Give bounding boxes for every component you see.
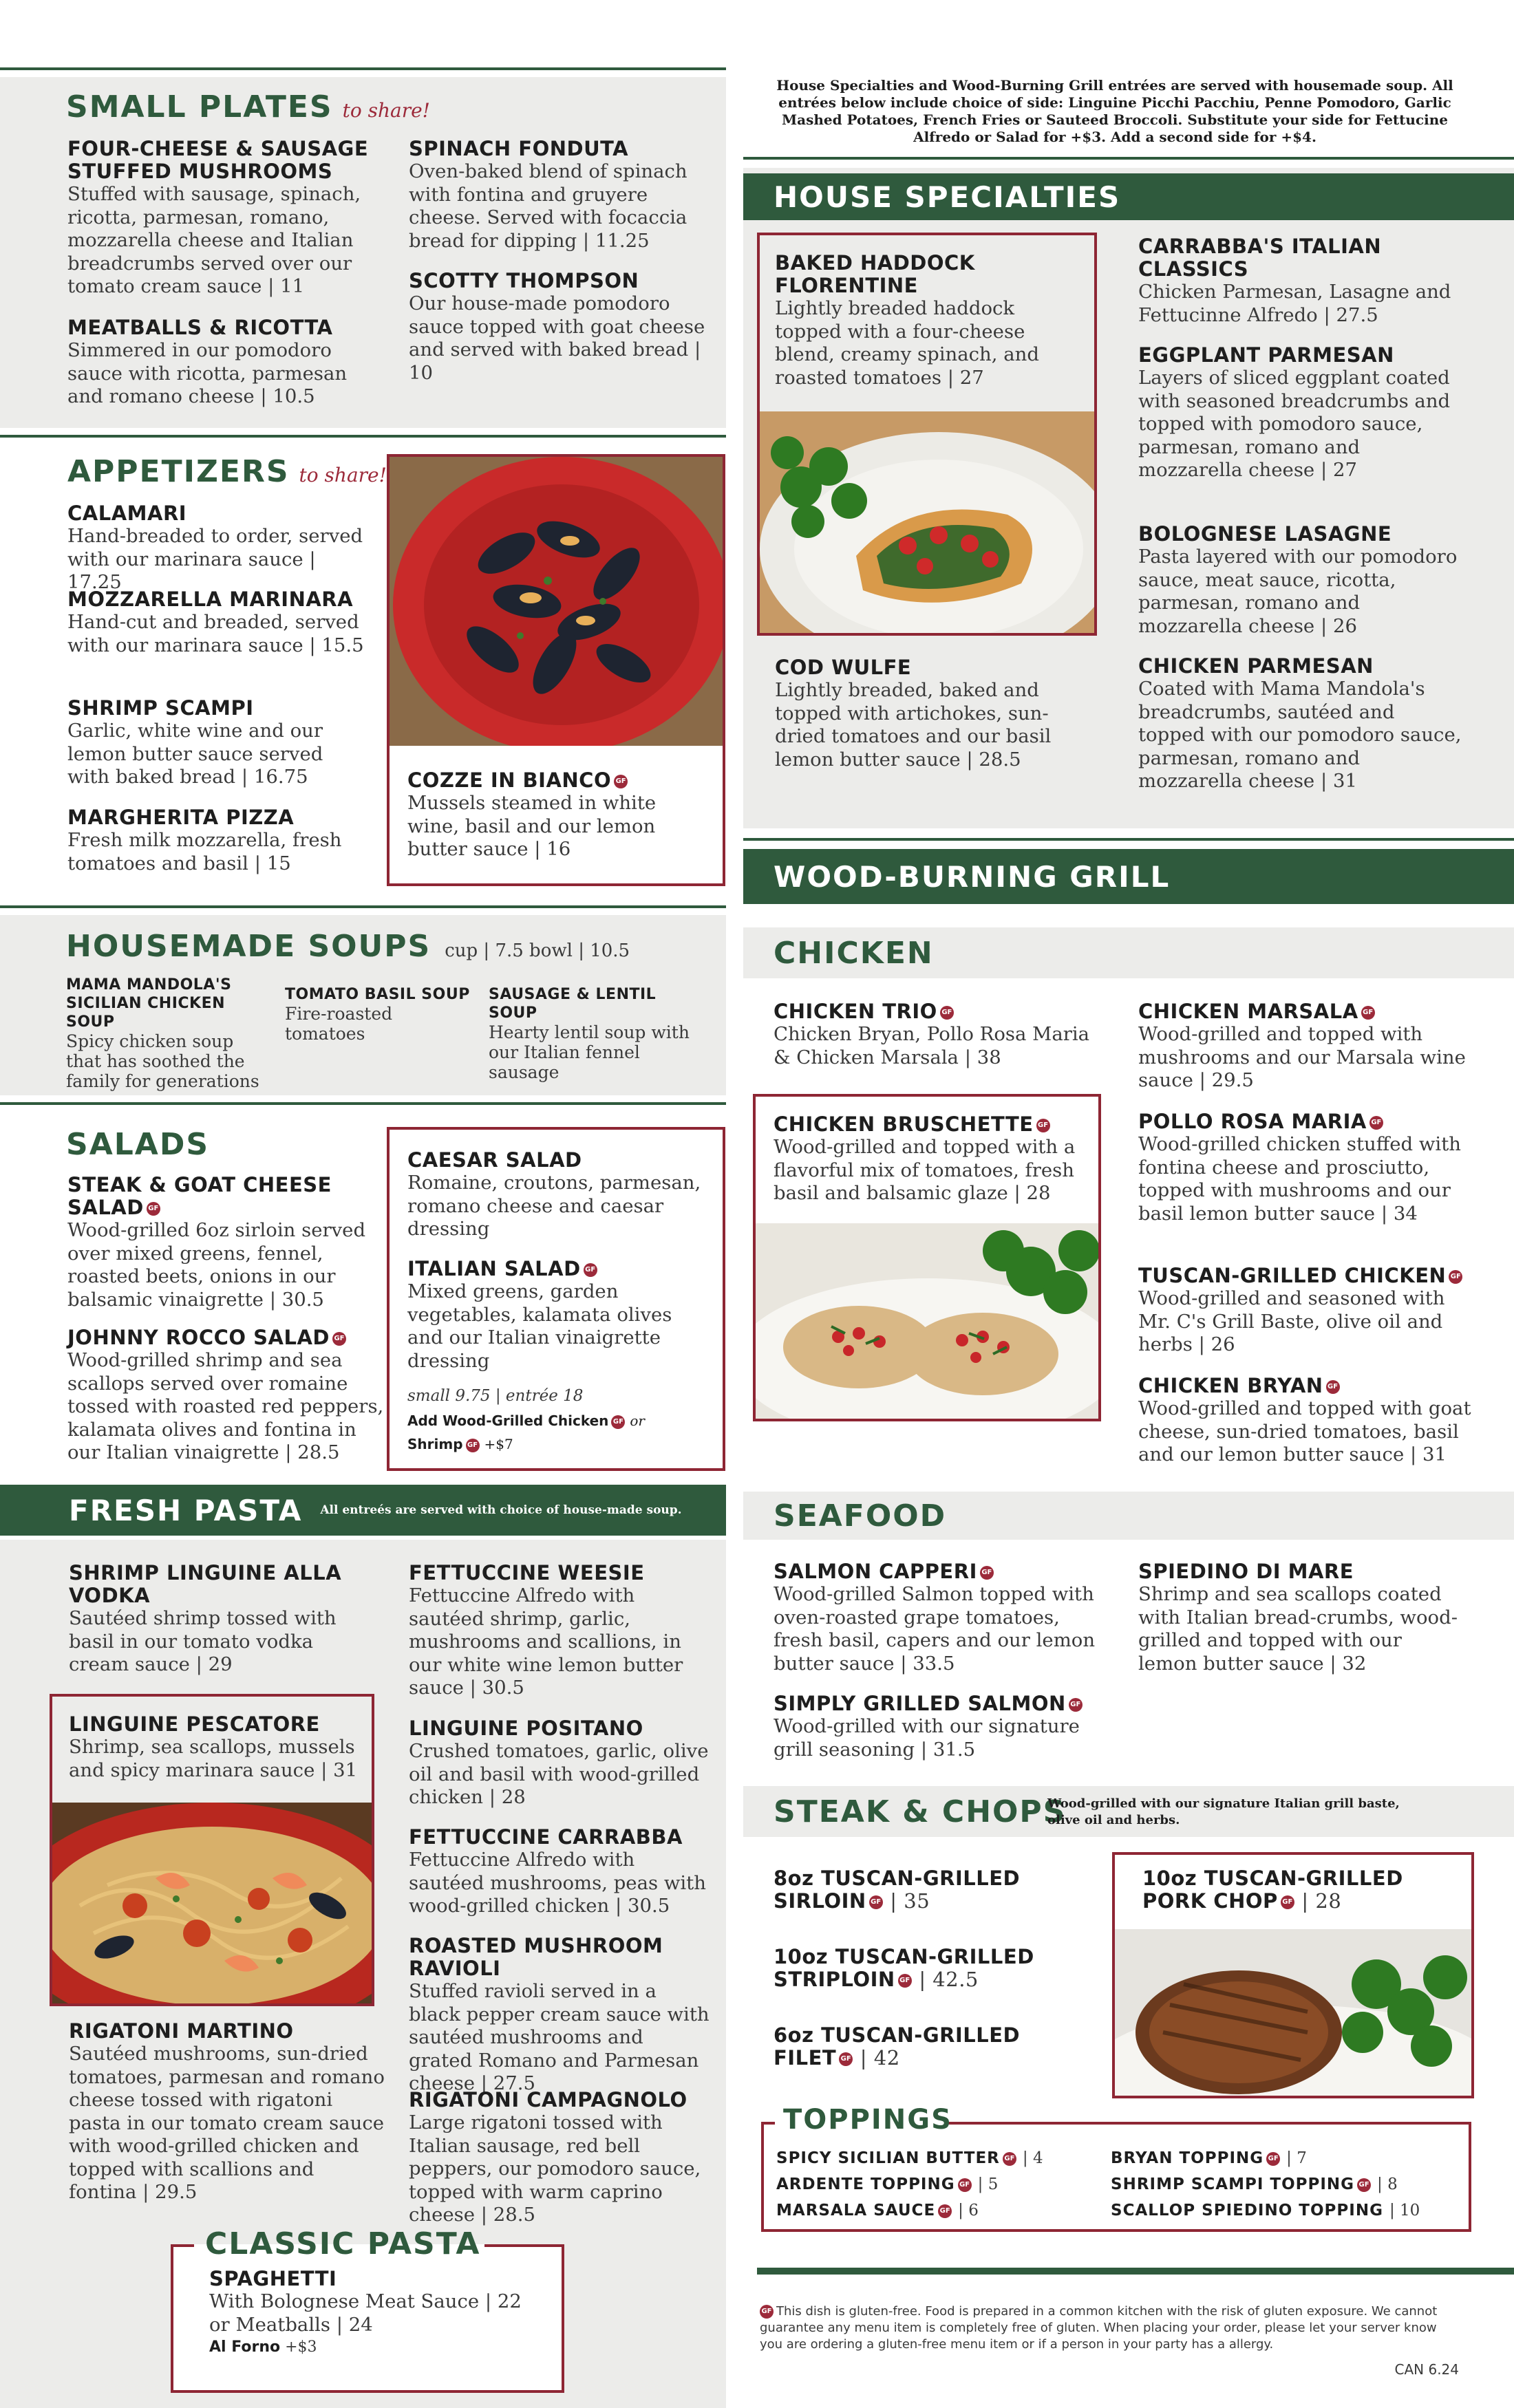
salads-heading: [66, 1127, 209, 1162]
item-name: JOHNNY ROCCO SALAD: [67, 1326, 330, 1349]
item-name: ROASTED MUSHROOM RAVIOLI: [409, 1934, 663, 1980]
item-desc: Hearty lentil soup with our Italian fennel sausage: [489, 1022, 690, 1082]
topping-name: MARSALA SAUCE: [776, 2202, 936, 2219]
toppings-right-list: [1111, 2145, 1455, 2224]
item-name: FETTUCCINE CARRABBA: [409, 1825, 683, 1849]
soups-title: HOUSEMADE SOUPS: [66, 929, 431, 964]
item-name: SPINACH FONDUTA: [409, 137, 629, 160]
item-desc: Wood-grilled and seasoned with Mr. C's Grill Baste, olive oil and herbs | 26: [1138, 1287, 1445, 1355]
item-name: CHICKEN BRUSCHETTE: [774, 1112, 1034, 1136]
toppings-left-list: [776, 2145, 1100, 2224]
menu-item: [69, 2020, 385, 2204]
section-rule: [0, 1102, 726, 1105]
gluten-free-icon: GF: [1369, 1116, 1383, 1130]
gluten-free-icon: GF: [332, 1332, 346, 1346]
menu-item: [67, 806, 370, 875]
topping-item: [776, 2145, 1100, 2171]
haddock-photo: [760, 411, 1094, 633]
menu-item: [1138, 344, 1462, 482]
gluten-free-icon: GF: [940, 1006, 954, 1020]
item-desc: Wood-grilled and topped with goat cheese, sun-dried tomatoes, basil and our lemon butter sauce | 31: [1138, 1397, 1471, 1465]
topping-name: SPICY SICILIAN BUTTER: [776, 2149, 1000, 2167]
add-chicken-label: Add Wood-Grilled Chicken: [407, 1412, 609, 1429]
item-price: | 42.5: [919, 1968, 979, 1991]
menu-item: [1138, 1110, 1469, 1225]
item-name: STRIPLOIN: [774, 1968, 895, 1991]
item-name: MARGHERITA PIZZA: [67, 806, 295, 829]
item-name: TUSCAN-GRILLED CHICKEN: [1138, 1264, 1447, 1287]
gluten-free-icon: GF: [1003, 2152, 1016, 2166]
item-desc: Pasta layered with our pomodoro sauce, meat sauce, ricotta, parmesan, romano and mozzarella cheese | 26: [1138, 546, 1458, 637]
menu-item: [1138, 523, 1462, 638]
item-desc: Shrimp and sea scallops coated with Italian bread-crumbs, wood-grilled and topped with our lemon butter sauce | 32: [1138, 1583, 1458, 1675]
menu-item: [67, 502, 370, 594]
al-forno-price: +$3: [285, 2339, 317, 2356]
item-desc: Mussels steamed in white wine, basil and our lemon butter sauce | 16: [407, 792, 657, 860]
item-desc: Layers of sliced eggplant coated with seasoned breadcrumbs and topped with pomodoro sauce, parmesan, romano and mozzarella cheese | 27: [1138, 367, 1451, 481]
soup-sizes: cup | 7.5 bowl | 10.5: [445, 940, 630, 961]
menu-item: [67, 697, 370, 789]
grill-title: WOOD-BURNING GRILL: [774, 859, 1171, 894]
topping-price: | 5: [977, 2175, 999, 2193]
item-desc: Wood-grilled with our signature grill seasoning | 31.5: [774, 1715, 1080, 1761]
menu-code: CAN 6.24: [1394, 2361, 1459, 2378]
top-rule: [0, 67, 726, 70]
item-name: SHRIMP SCAMPI: [67, 696, 254, 720]
item-desc: Fettuccine Alfredo with sautéed shrimp, garlic, mushrooms and scallions, in our white wine lemon butter sauce | 30.5: [409, 1584, 683, 1699]
menu-item: [66, 976, 273, 1091]
menu-item: [409, 270, 712, 385]
item-name: COD WULFE: [775, 656, 912, 679]
item-name: RIGATONI MARTINO: [69, 2019, 294, 2043]
small-plates-title: SMALL PLATES: [66, 89, 333, 125]
gluten-free-icon: GF: [1449, 1270, 1462, 1284]
gluten-free-icon: GF: [614, 775, 628, 788]
appetizers-heading: [67, 454, 387, 489]
menu-item: [69, 1562, 365, 1677]
item-name: SIRLOIN: [774, 1889, 866, 1913]
item-desc: Wood-grilled and topped with a flavorful mix of tomatoes, fresh basil and balsamic glaze | 28: [774, 1136, 1076, 1204]
item-name: CALAMARI: [67, 502, 187, 525]
topping-item: [776, 2171, 1100, 2197]
item-name: CHICKEN BRYAN: [1138, 1374, 1323, 1397]
salads-title: SALADS: [66, 1127, 210, 1162]
item-desc: Sautéed mushrooms, sun-dried tomatoes, parmesan and romano cheese tossed with rigatoni pasta in our tomato cream sauce with wood-grilled chicken and topped with scallions and fontina | 29.5: [69, 2043, 385, 2203]
item-desc: Oven-baked blend of spinach with fontina and gruyere cheese. Served with focaccia bread for dipping | 11.25: [409, 160, 687, 252]
item-desc: With Bolognese Meat Sauce | 22: [209, 2290, 522, 2312]
toppings-border-left: [761, 2122, 775, 2125]
item-name: SALMON CAPPERI: [774, 1560, 977, 1583]
item-name: MEATBALLS & RICOTTA: [67, 316, 333, 339]
item-price: | 28: [1301, 1889, 1342, 1913]
gluten-free-icon: GF: [760, 2305, 774, 2319]
menu-item: [67, 588, 370, 657]
toppings-heading: [783, 2104, 952, 2136]
menu-item: [774, 1560, 1104, 1675]
steak-heading: [774, 1794, 1066, 1829]
gluten-free-icon: GF: [584, 1263, 597, 1277]
item-name: PORK CHOP: [1142, 1889, 1278, 1913]
topping-name: SHRIMP SCAMPI TOPPING: [1111, 2175, 1355, 2193]
item-price: | 35: [890, 1889, 930, 1913]
item-name: LINGUINE PESCATORE: [69, 1712, 320, 1736]
menu-item: [1138, 655, 1462, 793]
menu-item: [69, 1713, 365, 1782]
section-rule: [0, 435, 726, 438]
menu-item: [67, 1326, 384, 1465]
item-name: SHRIMP LINGUINE ALLA VODKA: [69, 1561, 342, 1607]
gluten-free-icon: GF: [466, 1439, 480, 1452]
item-name: 10oz TUSCAN-GRILLED: [774, 1945, 1034, 1968]
pescatore-photo: [52, 1803, 372, 2003]
menu-item: [409, 138, 712, 252]
item-desc: Stuffed ravioli served in a black pepper cream sauce with sautéed mushrooms and grated Romano and Parmesan cheese | 27.5: [409, 1980, 710, 2094]
house-specialties-bar: [743, 173, 1514, 220]
topping-item: [776, 2197, 1100, 2224]
menu-item: [67, 316, 384, 409]
section-rule: [0, 905, 726, 908]
topping-price: | 8: [1377, 2175, 1398, 2193]
item-desc: Simmered in our pomodoro sauce with ricotta, parmesan and romano cheese | 10.5: [67, 339, 348, 407]
pork-chop-photo: [1115, 1929, 1471, 2096]
item-desc: Coated with Mama Mandola's breadcrumbs, sautéed and topped with our pomodoro sauce, parmesan, romano and mozzarella cheese | 31: [1138, 678, 1462, 792]
menu-item: [1138, 1375, 1482, 1467]
menu-item: [775, 656, 1091, 771]
classic-pasta-heading: [205, 2226, 480, 2261]
toppings-title: TOPPINGS: [783, 2104, 952, 2136]
menu-item: [1138, 1000, 1469, 1093]
gluten-free-icon: GF: [1266, 2152, 1280, 2166]
section-rule: [743, 838, 1514, 841]
item-price: | 42: [860, 2046, 900, 2070]
menu-item: [67, 138, 384, 299]
topping-price: | 7: [1286, 2149, 1307, 2167]
menu-item: [407, 1149, 710, 1241]
gluten-free-icon: GF: [938, 2204, 952, 2218]
item-name: FETTUCCINE WEESIE: [409, 1561, 645, 1584]
menu-item: [1138, 1265, 1482, 1357]
item-desc: Spicy chicken soup that has soothed the family for generations: [66, 1031, 259, 1091]
item-desc: Wood-grilled 6oz sirloin served over mixed greens, fennel, roasted beets, onions in our balsamic vinaigrette | 30.5: [67, 1219, 366, 1311]
menu-item: [409, 1826, 712, 1918]
topping-name: ARDENTE TOPPING: [776, 2175, 955, 2193]
menu-item: [1138, 1560, 1462, 1675]
gluten-free-icon: GF: [1326, 1380, 1340, 1394]
steak-title: STEAK & CHOPS: [774, 1794, 1067, 1829]
item-name: FILET: [774, 2046, 837, 2070]
classic-pasta-title: CLASSIC PASTA: [205, 2226, 481, 2261]
item-desc: Wood-grilled chicken stuffed with fontina cheese and prosciutto, topped with mushrooms and our basil lemon butter sauce | 34: [1138, 1133, 1461, 1225]
item-name: 10oz TUSCAN-GRILLED: [1142, 1867, 1403, 1890]
gluten-free-icon: GF: [611, 1415, 625, 1429]
item-desc: Lightly breaded haddock topped with a four-cheese blend, creamy spinach, and roasted tomatoes | 27: [775, 297, 1039, 389]
topping-item: [1111, 2171, 1455, 2197]
topping-price: | 6: [958, 2202, 979, 2219]
item-name: MOZZARELLA MARINARA: [67, 588, 354, 611]
add-shrimp-label: Shrimp: [407, 1436, 463, 1452]
topping-price: | 10: [1389, 2202, 1420, 2219]
item-desc: Garlic, white wine and our lemon butter sauce served with baked bread | 16.75: [67, 720, 323, 788]
item-desc: Fire-roasted tomatoes: [285, 1004, 393, 1044]
item-name: 6oz TUSCAN-GRILLED: [774, 2023, 1021, 2047]
menu-item: [489, 985, 709, 1082]
gluten-free-icon: GF: [839, 2052, 853, 2066]
item-name: CARRABBA'S ITALIAN CLASSICS: [1138, 235, 1382, 281]
item-name: STEAK & GOAT CHEESE SALAD: [67, 1173, 332, 1219]
menu-item: [407, 769, 710, 861]
toppings-border-right: [944, 2122, 1471, 2125]
menu-item: [409, 1935, 712, 2096]
item-desc: Chicken Parmesan, Lasagne and Fettucinne Alfredo | 27.5: [1138, 281, 1451, 326]
menu-item: [774, 1113, 1097, 1205]
item-name: SPIEDINO DI MARE: [1138, 1560, 1354, 1583]
section-rule: [743, 157, 1514, 160]
chicken-title: CHICKEN: [774, 936, 934, 971]
item-name: SAUSAGE & LENTIL SOUP: [489, 986, 657, 1022]
item-desc: Hand-breaded to order, served with our marinara sauce | 17.25: [67, 525, 363, 593]
menu-item: [774, 2024, 1083, 2070]
gluten-free-icon: GF: [1361, 1006, 1375, 1020]
menu-item: [285, 985, 478, 1044]
item-desc: Shrimp, sea scallops, mussels and spicy marinara sauce | 31: [69, 1736, 358, 1781]
topping-item: [1111, 2197, 1455, 2224]
fresh-pasta-title: FRESH PASTA: [69, 1493, 303, 1527]
salad-addons: [407, 1409, 710, 1456]
topping-item: [1111, 2145, 1455, 2171]
item-name: CHICKEN TRIO: [774, 1000, 937, 1023]
steak-note: Wood-grilled with our signature Italian grill baste, olive oil and herbs.: [1047, 1796, 1400, 1827]
item-desc: Chicken Bryan, Pollo Rosa Maria & Chicken Marsala | 38: [774, 1023, 1090, 1068]
al-forno-label: Al Forno: [209, 2339, 281, 2356]
item-name: LINGUINE POSITANO: [409, 1717, 643, 1740]
menu-item: [775, 252, 1085, 389]
item-desc: Fettuccine Alfredo with sautéed mushrooms, peas with wood-grilled chicken | 30.5: [409, 1849, 706, 1917]
item-name: BOLOGNESE LASAGNE: [1138, 522, 1392, 546]
chicken-heading: [774, 936, 934, 971]
bruschette-photo: [756, 1223, 1098, 1419]
item-desc: or Meatballs | 24: [209, 2313, 373, 2336]
menu-item: [67, 1174, 384, 1311]
topping-price: | 4: [1022, 2149, 1043, 2167]
small-plates-heading: [66, 89, 430, 125]
shrimp-price: +$7: [484, 1436, 513, 1452]
fresh-pasta-note: All entreés are served with choice of house-made soup.: [320, 1503, 682, 1517]
item-desc: Our house-made pomodoro sauce topped with goat cheese and served with baked bread | 10: [409, 292, 705, 384]
gluten-free-icon: GF: [898, 1974, 912, 1988]
item-desc: Stuffed with sausage, spinach, ricotta, parmesan, romano, mozzarella cheese and Italian breadcrumbs served over our tomato cream sauce | 11: [67, 183, 361, 297]
gluten-free-icon: GF: [147, 1202, 160, 1216]
item-desc: Lightly breaded, baked and topped with artichokes, sun-dried tomatoes and our basil lemon butter sauce | 28.5: [775, 679, 1052, 771]
item-name: MAMA MANDOLA'S SICILIAN CHICKEN SOUP: [66, 976, 232, 1031]
intro-note: House Specialties and Wood-Burning Grill entrées are served with housemade soup. All entrées below include choice of side: Linguine Picchi Pacchiu, Penne Pomodoro, Garlic Mashed Potatoes, French Fries or Sauteed Broccoli. Substitute your side for Fettucine Alfredo or Salad for +$3. Add a second side for +$4.: [776, 77, 1453, 145]
salad-prices: small 9.75 | entrée 18: [407, 1387, 584, 1405]
gluten-free-icon: GF: [1281, 1895, 1294, 1909]
item-name: SPAGHETTI: [209, 2267, 337, 2290]
item-desc: Mixed greens, garden vegetables, kalamata olives and our Italian vinaigrette dressing: [407, 1280, 672, 1372]
item-desc: Wood-grilled and topped with mushrooms and our Marsala wine sauce | 29.5: [1138, 1023, 1466, 1091]
grill-bar: [743, 849, 1514, 904]
appetizers-title: APPETIZERS: [67, 454, 290, 489]
menu-item: [774, 1000, 1104, 1069]
item-name: CAESAR SALAD: [407, 1148, 582, 1172]
item-desc: Romaine, croutons, parmesan, romano cheese and caesar dressing: [407, 1172, 701, 1240]
topping-name: BRYAN TOPPING: [1111, 2149, 1264, 2167]
menu-item: [409, 2089, 712, 2227]
gluten-free-icon: GF: [958, 2178, 972, 2192]
appetizers-tag: to share!: [299, 464, 387, 486]
item-desc: Crushed tomatoes, garlic, olive oil and basil with wood-grilled chicken | 28: [409, 1740, 709, 1808]
item-name: EGGPLANT PARMESAN: [1138, 343, 1394, 367]
soups-heading: [66, 929, 630, 964]
gluten-free-icon: GF: [869, 1895, 883, 1909]
small-plates-tag: to share!: [342, 99, 430, 122]
house-specialties-title: HOUSE SPECIALTIES: [774, 180, 1121, 214]
item-name: 8oz TUSCAN-GRILLED: [774, 1867, 1021, 1890]
footer-rule: [757, 2268, 1514, 2275]
item-desc: Wood-grilled Salmon topped with oven-roasted grape tomatoes, fresh basil, capers and our lemon butter sauce | 33.5: [774, 1583, 1096, 1675]
menu-item: [774, 1692, 1104, 1761]
menu-item: [1138, 235, 1469, 327]
item-name: TOMATO BASIL SOUP: [285, 986, 470, 1003]
item-name: CHICKEN PARMESAN: [1138, 654, 1374, 678]
classic-pasta-border-right: [484, 2244, 564, 2247]
item-name: RIGATONI CAMPAGNOLO: [409, 2088, 687, 2111]
item-desc: Sautéed shrimp tossed with basil in our tomato vodka cream sauce | 29: [69, 1607, 337, 1675]
classic-pasta-border-left: [171, 2244, 194, 2247]
fresh-pasta-bar: [0, 1485, 726, 1536]
gluten-free-icon: GF: [980, 1566, 994, 1580]
menu-item: [1142, 1867, 1459, 1913]
menu-item: [209, 2268, 553, 2358]
gluten-free-icon: GF: [1036, 1119, 1050, 1132]
disclaimer-text: This dish is gluten-free. Food is prepared in a common kitchen with the risk of gluten exposure. We cannot guarantee any menu item is completely free of gluten. When placing your order, please let your server know you are ordering a gluten-free menu item or if a person in your party has a allergy.: [760, 2304, 1438, 2352]
item-name: COZZE IN BIANCO: [407, 768, 612, 792]
item-name: SIMPLY GRILLED SALMON: [774, 1692, 1066, 1715]
topping-name: SCALLOP SPIEDINO TOPPING: [1111, 2202, 1383, 2219]
item-name: ITALIAN SALAD: [407, 1257, 581, 1280]
seafood-title: SEAFOOD: [774, 1498, 947, 1534]
menu-item: [409, 1717, 712, 1809]
item-desc: Hand-cut and breaded, served with our marinara sauce | 15.5: [67, 611, 364, 656]
item-desc: Wood-grilled shrimp and sea scallops served over romaine tossed with roasted red peppers, kalamata olives and fontina in our Italian vinaigrette | 28.5: [67, 1349, 384, 1463]
menu-item: [407, 1258, 710, 1373]
item-name: BAKED HADDOCK FLORENTINE: [775, 251, 975, 297]
menu-item: [774, 1867, 1083, 1913]
item-desc: Fresh milk mozzarella, fresh tomatoes and basil | 15: [67, 829, 342, 874]
item-name: SCOTTY THOMPSON: [409, 269, 639, 292]
item-name: FOUR-CHEESE & SAUSAGE STUFFED MUSHROOMS: [67, 137, 369, 183]
seafood-heading: [774, 1498, 946, 1534]
gluten-free-icon: GF: [1069, 1698, 1083, 1712]
item-name: CHICKEN MARSALA: [1138, 1000, 1358, 1023]
gluten-disclaimer: [760, 2303, 1448, 2353]
menu-item: [774, 1946, 1083, 1991]
or-label: or: [630, 1412, 645, 1429]
menu-item: [409, 1562, 712, 1700]
item-name: POLLO ROSA MARIA: [1138, 1110, 1367, 1133]
item-desc: Large rigatoni tossed with Italian sausage, red bell peppers, our pomodoro sauce, topped with warm caprino cheese | 28.5: [409, 2111, 701, 2226]
gluten-free-icon: GF: [1357, 2178, 1371, 2192]
